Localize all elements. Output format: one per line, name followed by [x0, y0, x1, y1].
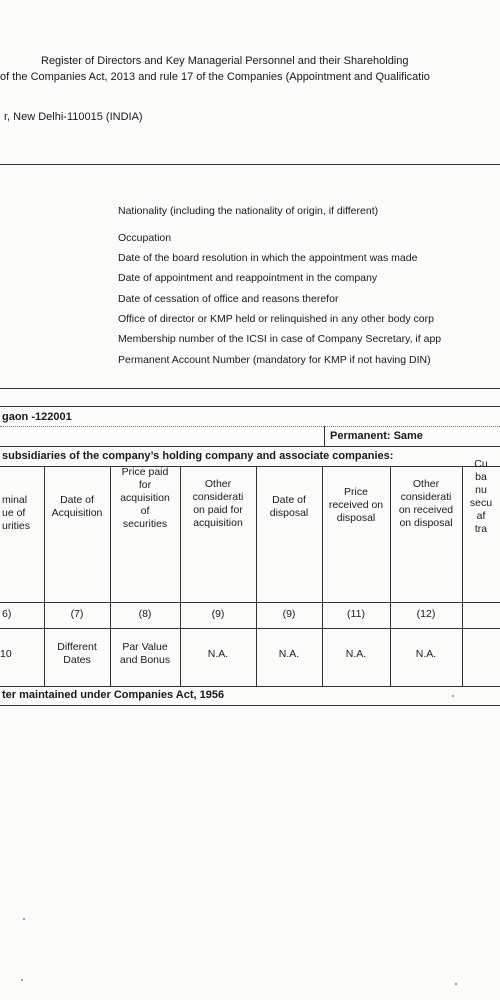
column-value-0: 10: [0, 648, 12, 660]
column-number-5: (11): [347, 608, 365, 620]
field-cessation-date: Date of cessation of office and reasons therefor: [118, 293, 339, 305]
field-occupation: Occupation: [118, 232, 172, 244]
header-row-top: [0, 466, 500, 467]
column-header-0: minal ue of urities: [2, 494, 31, 532]
column-header-7: Cu ba nu secu af tra: [469, 458, 493, 535]
row-divider: [0, 426, 500, 427]
column-value-3: N.A.: [207, 648, 229, 660]
column-number-3: (9): [211, 608, 225, 620]
scan-speck: [452, 695, 454, 697]
field-pan: Permanent Account Number (mandatory for KMP if not having DIN): [118, 354, 431, 366]
column-number-0: 6): [2, 608, 12, 620]
column-number-6: (12): [416, 608, 436, 620]
column-number-1: (7): [70, 608, 84, 620]
scan-speck: [21, 979, 23, 981]
column-value-2: Par Value and Bonus: [119, 641, 171, 666]
scan-speck: [455, 983, 457, 985]
scan-speck: [23, 918, 25, 920]
column-value-1: Different Dates: [57, 641, 97, 666]
table-footer: ter maintained under Companies Act, 1956: [2, 689, 225, 701]
table-top-border: [0, 406, 500, 407]
table-bottom-border: [0, 705, 500, 706]
field-other-office: Office of director or KMP held or relinquished in any other body corp: [118, 313, 434, 325]
field-board-resolution-date: Date of the board resolution in which the appointment was made: [118, 252, 418, 264]
company-address: r, New Delhi-110015 (INDIA): [4, 111, 143, 123]
permanent-divider: [324, 426, 325, 446]
column-header-1: Date of Acquisition: [51, 494, 103, 519]
row-divider-2: [0, 446, 500, 447]
column-value-4: N.A.: [278, 648, 300, 660]
column-header-2: Price paid for acquisition of securities: [120, 466, 170, 530]
column-number-4: (9): [282, 608, 296, 620]
register-title: Register of Directors and Key Managerial Personnel and their Shareholding: [41, 55, 409, 67]
column-header-3: Other considerati on paid for acquisition: [192, 478, 244, 529]
address-fragment: gaon -122001: [2, 411, 72, 423]
field-icsi-membership: Membership number of the ICSI in case of Company Secretary, if app: [118, 333, 442, 345]
register-subtitle: of the Companies Act, 2013 and rule 17 of the Companies (Appointment and Qualificatio: [0, 71, 430, 83]
section-divider: [0, 388, 500, 389]
column-number-2: (8): [138, 608, 152, 620]
header-row-bottom: [0, 602, 500, 603]
field-appointment-date: Date of appointment and reappointment in the company: [118, 272, 378, 284]
column-header-4: Date of disposal: [269, 494, 309, 519]
section-heading: subsidiaries of the company’s holding company and associate companies:: [2, 450, 394, 462]
column-value-5: N.A.: [345, 648, 367, 660]
value-row-bottom: [0, 686, 500, 687]
column-header-6: Other considerati on received on disposal: [398, 478, 454, 529]
column-value-6: N.A.: [415, 648, 437, 660]
column-header-5: Price received on disposal: [328, 486, 384, 524]
permanent-address: Permanent: Same: [330, 430, 423, 442]
num-row-bottom: [0, 628, 500, 629]
header-divider: [0, 164, 500, 165]
field-nationality: Nationality (including the nationality of origin, if different): [118, 205, 379, 217]
